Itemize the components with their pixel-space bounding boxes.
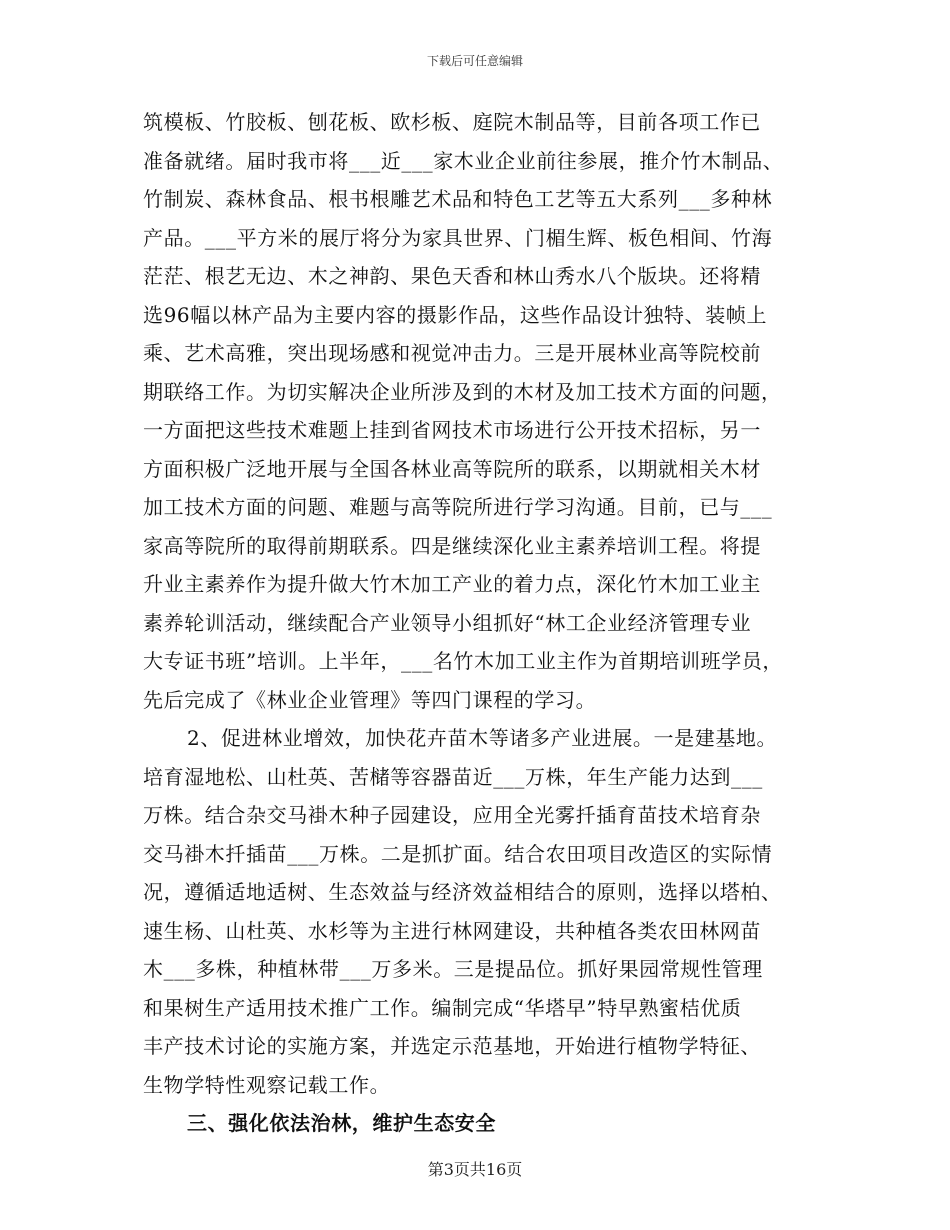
text-line: 万株。结合杂交马褂木种子园建设，应用全光雾扦插育苗技术培育杂 [143,803,761,827]
page-number: 第3页共16页 [427,1160,523,1179]
body-paragraph-2 [143,719,821,1104]
text-line: 生物学特性观察记载工作。 [143,1072,391,1097]
text-line: 方面积极广泛地开展与全国各林业高等院所的联系，以期就相关木材 [143,456,761,481]
text-line: 茫茫、根艺无边、木之神韵、果色天香和林山秀水八个版块。还将精 [143,264,761,288]
text-line: 升业主素养作为提升做大竹木加工产业的着力点，深化竹木加工业主 [143,572,761,596]
text-line: 竹制炭、森林食品、根书根雕艺术品和特色工艺等五大系列___多种林 [143,187,773,211]
text-line: 先后完成了《林业企业管理》等四门课程的学习。 [143,687,597,712]
text-line: 产品。___平方米的展厅将分为家具世界、门楣生辉、板色相间、竹海 [143,225,773,250]
text-line: 加工技术方面的问题、难题与高等院所进行学习沟通。目前，已与___ [143,495,773,519]
text-line: 家高等院所的取得前期联系。四是继续深化业主素养培训工程。将提 [143,533,761,558]
text-line: 速生杨、山杜英、水杉等为主进行林网建设，共种植各类农田林网苗 [143,918,761,943]
page-header: 下载后可任意编辑 [426,54,523,68]
text-line: 交马褂木扦插苗___万株。二是抓扩面。结合农田项目改造区的实际情 [143,841,773,866]
text-line: 准备就绪。届时我市将___近___家木业企业前往参展，推介竹木制品、 [143,148,784,173]
text-line: 筑模板、竹胶板、刨花板、欧杉板、庭院木制品等，目前各项工作已 [143,110,761,134]
text-line: 木___多株，种植林带___万多米。三是提品位。抓好果园常规性管理 [143,957,763,981]
text-line: 和果树生产适用技术推广工作。编制完成“华塔早”特早熟蜜桔优质 [143,995,742,1020]
text-line: 乘、艺术高雅，突出现场感和视觉冲击力。三是开展林业高等院校前 [143,341,761,365]
document-body [143,103,821,1143]
text-line: 丰产技术讨论的实施方案，并选定示范基地，开始进行植物学特征、 [143,1034,761,1058]
text-line: 素养轮训活动，继续配合产业领导小组抓好“林工企业经济管理专业 [143,610,752,635]
section-heading: 三、强化依法治林，维护生态安全 [187,1111,496,1135]
text-line: 期联络工作。为切实解决企业所涉及到的木材及加工技术方面的问题， [143,379,782,404]
body-paragraph-1 [143,103,821,719]
text-line: 一方面把这些技术难题上挂到省网技术市场进行公开技术招标，另一 [143,418,761,442]
text-line: 大专证书班”培训。上半年，___名竹木加工业主作为首期培训班学员， [143,649,784,673]
text-line: 选96幅以林产品为主要内容的摄影作品，这些作品设计独特、装帧上 [143,302,768,327]
text-line: 培育湿地松、山杜英、苦槠等容器苗近___万株，年生产能力达到___ [143,764,763,789]
text-line: 况，遵循适地适树、生态效益与经济效益相结合的原则，选择以塔柏、 [143,880,782,904]
text-line: 2、促进林业增效，加快花卉苗木等诸多产业进展。一是建基地。 [187,726,778,750]
